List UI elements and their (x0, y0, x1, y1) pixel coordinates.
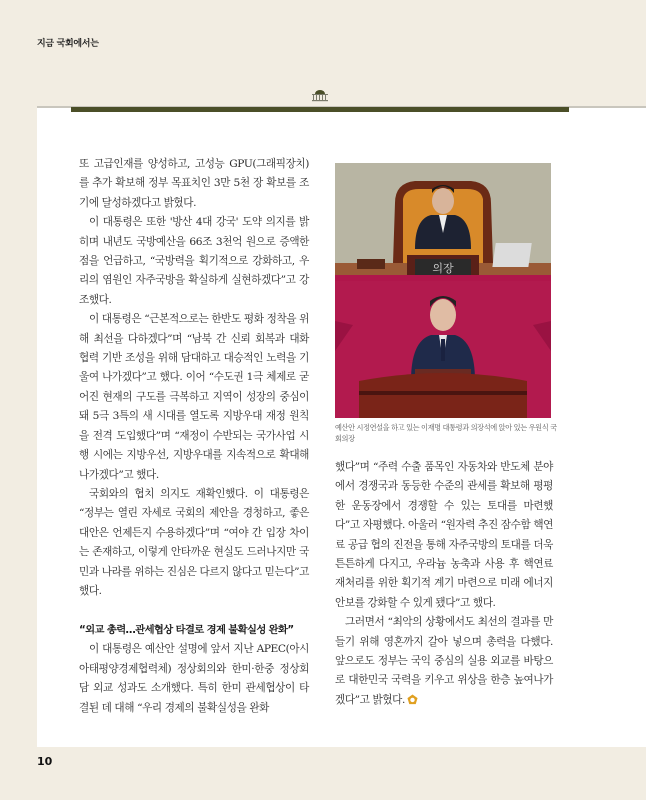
national-assembly-building-icon (311, 89, 329, 102)
paragraph: 했다”며 “주력 수출 품목인 자동차와 반도체 분야에서 경쟁국과 동등한 수준의 관세를 확보해 평평한 운동장에서 경쟁할 수 있는 토대를 마련했다”고 자평했다. 아울러 “원자력 추진 잠수함 핵연료 공급 협의 진전을 통해 자주국방의 토대를 더욱 튼튼하게 다지고, 우라늄 농축과 사용 후 핵연료 재처리를 위한 획기적 계기 마련으로 미래 에너지 안보를 강화할 수 있게 됐다”고 했다. (335, 461, 553, 609)
photo-speaker-seat (335, 163, 551, 281)
paragraph: 국회와의 협치 의지도 재확인했다. 이 대통령은 “정부는 열린 자세로 국회의 제안을 경청하고, 좋은 대안은 언제든지 수용하겠다”며 “여야 간 입장 차이는 존재하고, 이렇게 안타까운 현실도 드러나지만 국민과 나라를 위하는 진심은 다르지 않다고 믿는다”고 했다. (79, 487, 309, 597)
accent-bar (71, 107, 569, 112)
subheading: “외교 총력…관세협상 타결로 경제 불확실성 완화” (79, 624, 294, 637)
section-label: 지금 국회에서는 (37, 39, 99, 49)
paragraph: 그러면서 “최악의 상황에서도 최선의 결과를 만들기 위해 영혼까지 갈아 넣으며 총력을 다했다. 앞으로도 정부는 국익 중심의 실용 외교를 바탕으로 대한민국 국력을 키우고 위상을 한층 높여나가겠다”고 밝혔다. (335, 616, 553, 706)
page-number: 10 (37, 755, 53, 768)
svg-text:의장: 의장 (432, 262, 454, 275)
paragraph-with-end-mark (335, 613, 553, 710)
photo-president-podium (335, 281, 551, 418)
article-photo (335, 163, 551, 418)
assembly-emblem-icon (407, 694, 418, 705)
photo-caption: 예산안 시정연설을 하고 있는 이재명 대통령과 의장석에 앉아 있는 우원식 국회의장 (335, 423, 557, 443)
article-right-column (335, 458, 553, 710)
paragraph: 또 고급인재를 양성하고, 고성능 GPU(그래픽장치)를 추가 확보해 정부 목표치인 3만 5천 장 확보를 조기에 달성하겠다고 밝혔다. (79, 158, 309, 209)
article-left-column (79, 155, 309, 718)
paragraph: 이 대통령은 “근본적으로는 한반도 평화 정착을 위해 최선을 다하겠다”며 “남북 간 신뢰 회복과 대화 협력 기반 조성을 위해 담대하고 대승적인 노력을 기울여 나가겠다”고 했다. 이어 “수도권 1극 체제로 굳어진 현재의 구도를 극복하고 지역이 성장의 중심이 돼 5극 3특의 새 시대를 열도록 지방우대 재정 원칙을 전격 도입했다”며 “재정이 수반되는 국가사업 시행 시에는 지방우선, 지방우대를 지속적으로 확대해 나가겠다”고 했다. (79, 313, 309, 481)
paragraph: 이 대통령은 또한 '방산 4대 강국' 도약 의지를 밝히며 내년도 국방예산을 66조 3천억 원으로 증액한 점을 언급하고, “국방력을 획기적으로 강화하고, 우리의 염원인 자주국방을 확실하게 실현하겠다”고 강조했다. (79, 216, 309, 306)
paragraph: 이 대통령은 예산안 설명에 앞서 지난 APEC(아시아태평양경제협력체) 정상회의와 한미·한중 정상회담 외교 성과도 소개했다. 특히 한미 관세협상이 타결된 데 대해 “우리 경제의 불확실성을 완화 (79, 643, 309, 714)
